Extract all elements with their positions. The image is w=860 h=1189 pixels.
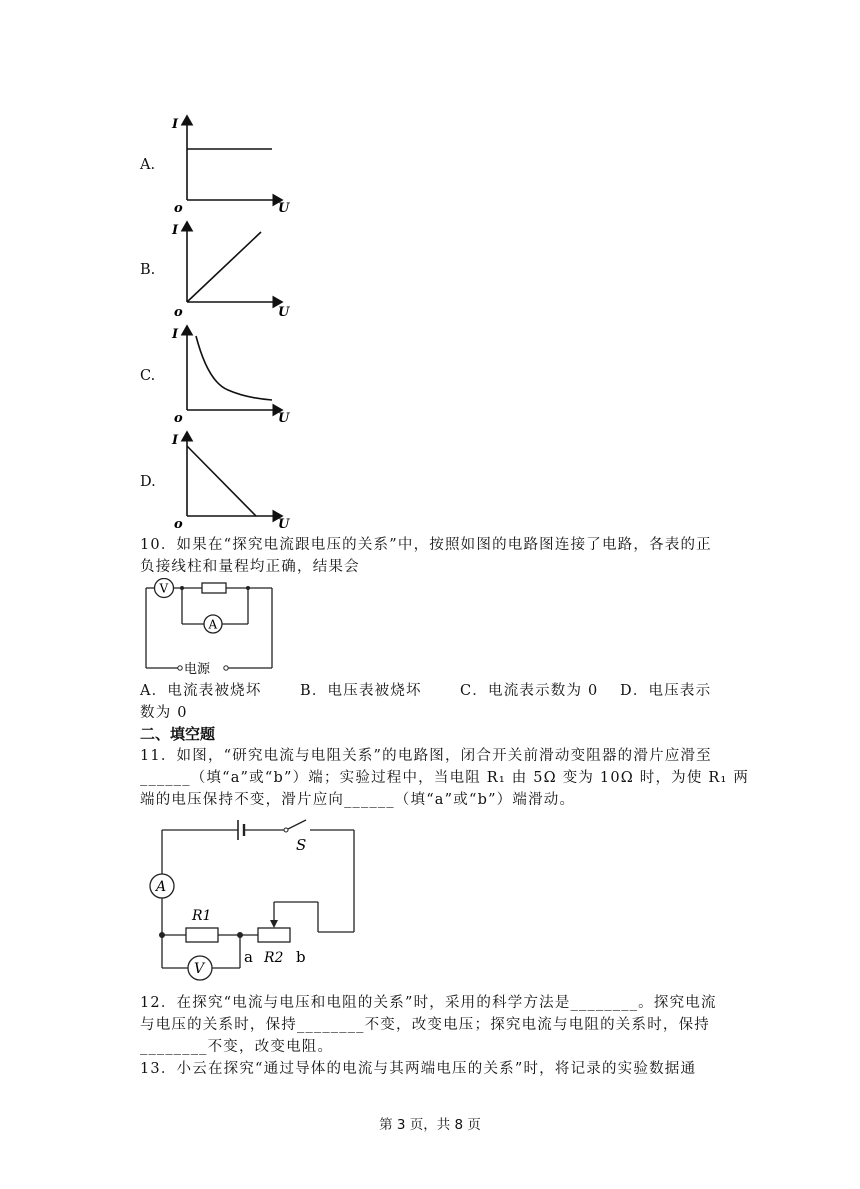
q10-option-b: B．电压表被烧坏 [300, 683, 422, 699]
q10-option-d: D．电压表示 [620, 683, 712, 699]
section-heading: 二、填空题 [140, 725, 216, 743]
graph-d [168, 428, 296, 532]
y-label: I [172, 433, 179, 448]
origin-label: o [174, 411, 183, 426]
curve-proportional [187, 232, 261, 302]
x-label: U [278, 201, 290, 216]
rheostat-r2 [258, 928, 290, 942]
origin-label: o [174, 305, 183, 320]
q10-option-c: C．电流表示数为 0 [460, 683, 599, 699]
y-label: I [172, 117, 179, 132]
ammeter-label: A [156, 879, 167, 895]
origin-label: o [174, 517, 183, 532]
y-label: I [172, 223, 179, 238]
q13-text-line1: 13．小云在探究“通过导体的电流与其两端电压的关系”时，将记录的实验数据通 [140, 1061, 697, 1077]
terminal-b-label: b [296, 948, 306, 966]
resistor [202, 583, 226, 593]
x-label: U [278, 517, 290, 532]
curve-inverse [196, 336, 272, 400]
y-label: I [172, 327, 179, 342]
q10-text-line1: 10．如果在“探究电流跟电压的关系”中，按照如图的电路图连接了电路，各表的正 [140, 537, 712, 553]
switch [288, 820, 306, 829]
q11-text-line1: 11．如图，“研究电流与电阻关系”的电路图，闭合开关前滑动变阻器的滑片应滑至 [140, 748, 712, 764]
q10-option-a: A．电流表被烧坏 [140, 683, 262, 699]
q11-text-line3: 端的电压保持不变，滑片应向______（填“a”或“b”）端滑动。 [140, 792, 576, 808]
x-label: U [278, 305, 290, 320]
option-b-label: B. [140, 262, 156, 278]
voltmeter-label: V [159, 581, 169, 596]
q11-circuit [140, 816, 370, 988]
power-source-label: 电源 [184, 662, 211, 674]
option-d-label: D. [140, 474, 156, 490]
page-number: 第 3 页，共 8 页 [379, 1117, 481, 1133]
resistor-r1 [186, 928, 218, 942]
q12-text-line2: 与电压的关系时，保持________不变，改变电压；探究电流与电阻的关系时，保持 [140, 1017, 710, 1033]
ammeter-label: A [208, 617, 218, 632]
q10-text-line2: 负接线柱和量程均正确，结果会 [140, 559, 360, 575]
graph-a [168, 112, 296, 216]
slider-arrow [270, 920, 278, 928]
q10-circuit [140, 578, 276, 674]
voltmeter-label: V [194, 961, 205, 977]
graph-b [168, 218, 296, 322]
q10-option-d-cont: 数为 0 [140, 705, 188, 721]
x-label: U [278, 411, 290, 426]
option-c-label: C. [140, 368, 156, 384]
q12-text-line1: 12．在探究“电流与电压和电阻的关系”时，采用的科学方法是________。探究电流 [140, 995, 717, 1011]
q11-text-line2: ______（填“a”或“b”）端；实验过程中，当电阻 R₁ 由 5Ω 变为 10Ω 时，为使 R₁ 两 [140, 770, 750, 786]
curve-decreasing [187, 446, 256, 516]
origin-label: o [174, 201, 183, 216]
graph-c [168, 322, 296, 426]
q12-text-line3: ________不变，改变电阻。 [140, 1039, 334, 1055]
terminal-a-label: a [244, 948, 253, 966]
r1-label: R1 [192, 908, 212, 924]
r2-label: R2 [264, 950, 284, 966]
option-a-label: A. [140, 157, 156, 173]
switch-label: S [296, 836, 307, 854]
